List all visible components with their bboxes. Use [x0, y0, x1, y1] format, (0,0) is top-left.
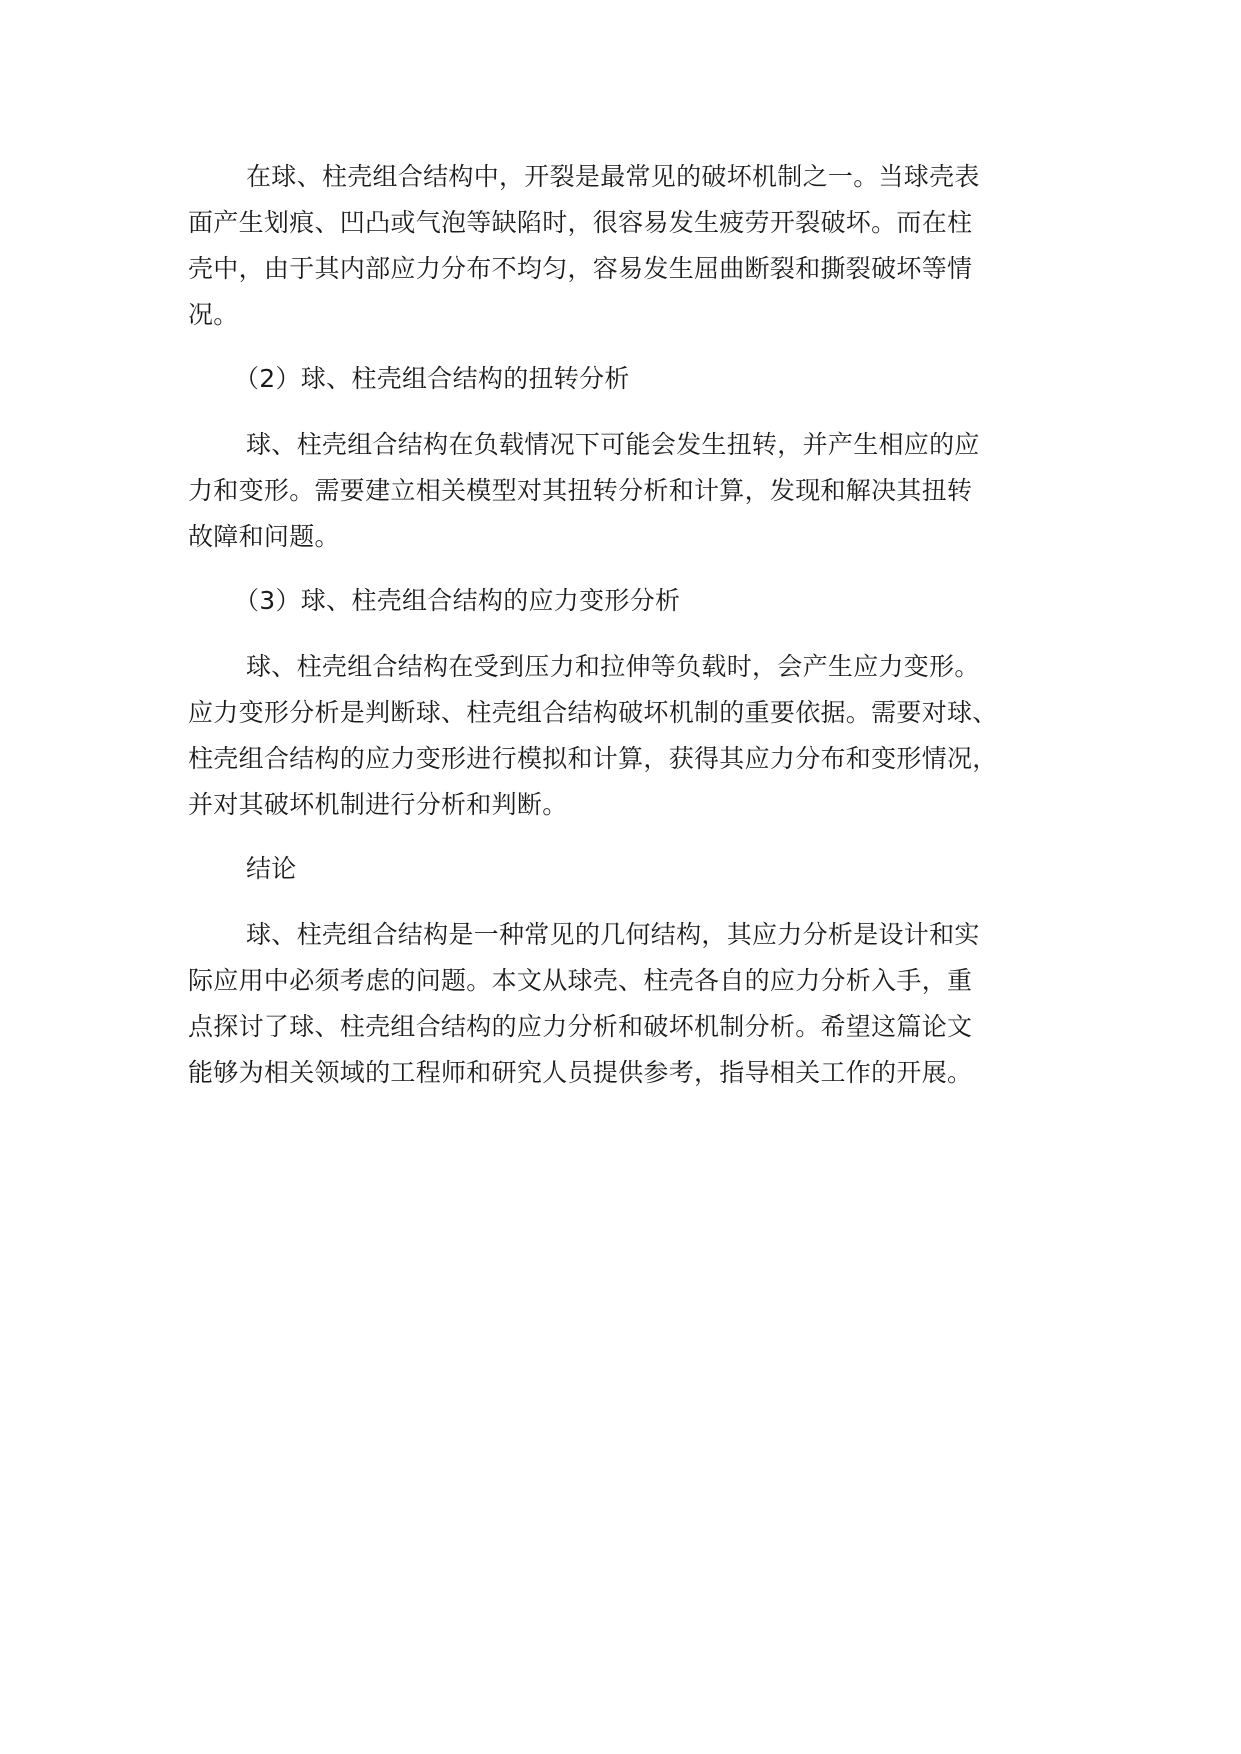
text-line: 故障和问题。 [188, 522, 340, 551]
text-line: 柱壳组合结构的应力变形进行模拟和计算，获得其应力分布和变形情况， [188, 744, 998, 773]
heading-text: 结论 [246, 854, 297, 883]
text-line: 壳中，由于其内部应力分布不均匀，容易发生屈曲断裂和撕裂破坏等情 [188, 254, 973, 283]
heading-text: （2）球、柱壳组合结构的扭转分析 [234, 364, 630, 393]
text-line: 在球、柱壳组合结构中，开裂是最常见的破坏机制之一。当球壳表 [246, 162, 980, 191]
heading-text: （3）球、柱壳组合结构的应力变形分析 [234, 586, 681, 615]
text-line: 况。 [188, 300, 239, 329]
text-line: 面产生划痕、凹凸或气泡等缺陷时，很容易发生疲劳开裂破坏。而在柱 [188, 208, 973, 237]
text-line: 球、柱壳组合结构是一种常见的几何结构，其应力分析是设计和实 [246, 920, 980, 949]
text-line: 力和变形。需要建立相关模型对其扭转分析和计算，发现和解决其扭转 [188, 476, 973, 505]
text-line: 际应用中必须考虑的问题。本文从球壳、柱壳各自的应力分析入手，重 [188, 966, 973, 995]
text-line: 点探讨了球、柱壳组合结构的应力分析和破坏机制分析。希望这篇论文 [188, 1012, 973, 1041]
paragraph-cracking [188, 154, 1088, 338]
text-line: 并对其破坏机制进行分析和判断。 [188, 790, 568, 819]
text-line: 应力变形分析是判断球、柱壳组合结构破坏机制的重要依据。需要对球、 [188, 698, 998, 727]
paragraph-stress-deformation [188, 644, 1088, 828]
text-line: 球、柱壳组合结构在受到压力和拉伸等负载时，会产生应力变形。 [246, 652, 980, 681]
paragraph-torsion [188, 422, 1088, 560]
text-line: 球、柱壳组合结构在负载情况下可能会发生扭转，并产生相应的应 [246, 430, 980, 459]
section-heading-stress-deformation [188, 578, 1088, 624]
conclusion-heading [188, 846, 1088, 892]
text-line: 能够为相关领域的工程师和研究人员提供参考，指导相关工作的开展。 [188, 1058, 973, 1087]
section-heading-torsion [188, 356, 1088, 402]
paragraph-conclusion [188, 912, 1088, 1096]
